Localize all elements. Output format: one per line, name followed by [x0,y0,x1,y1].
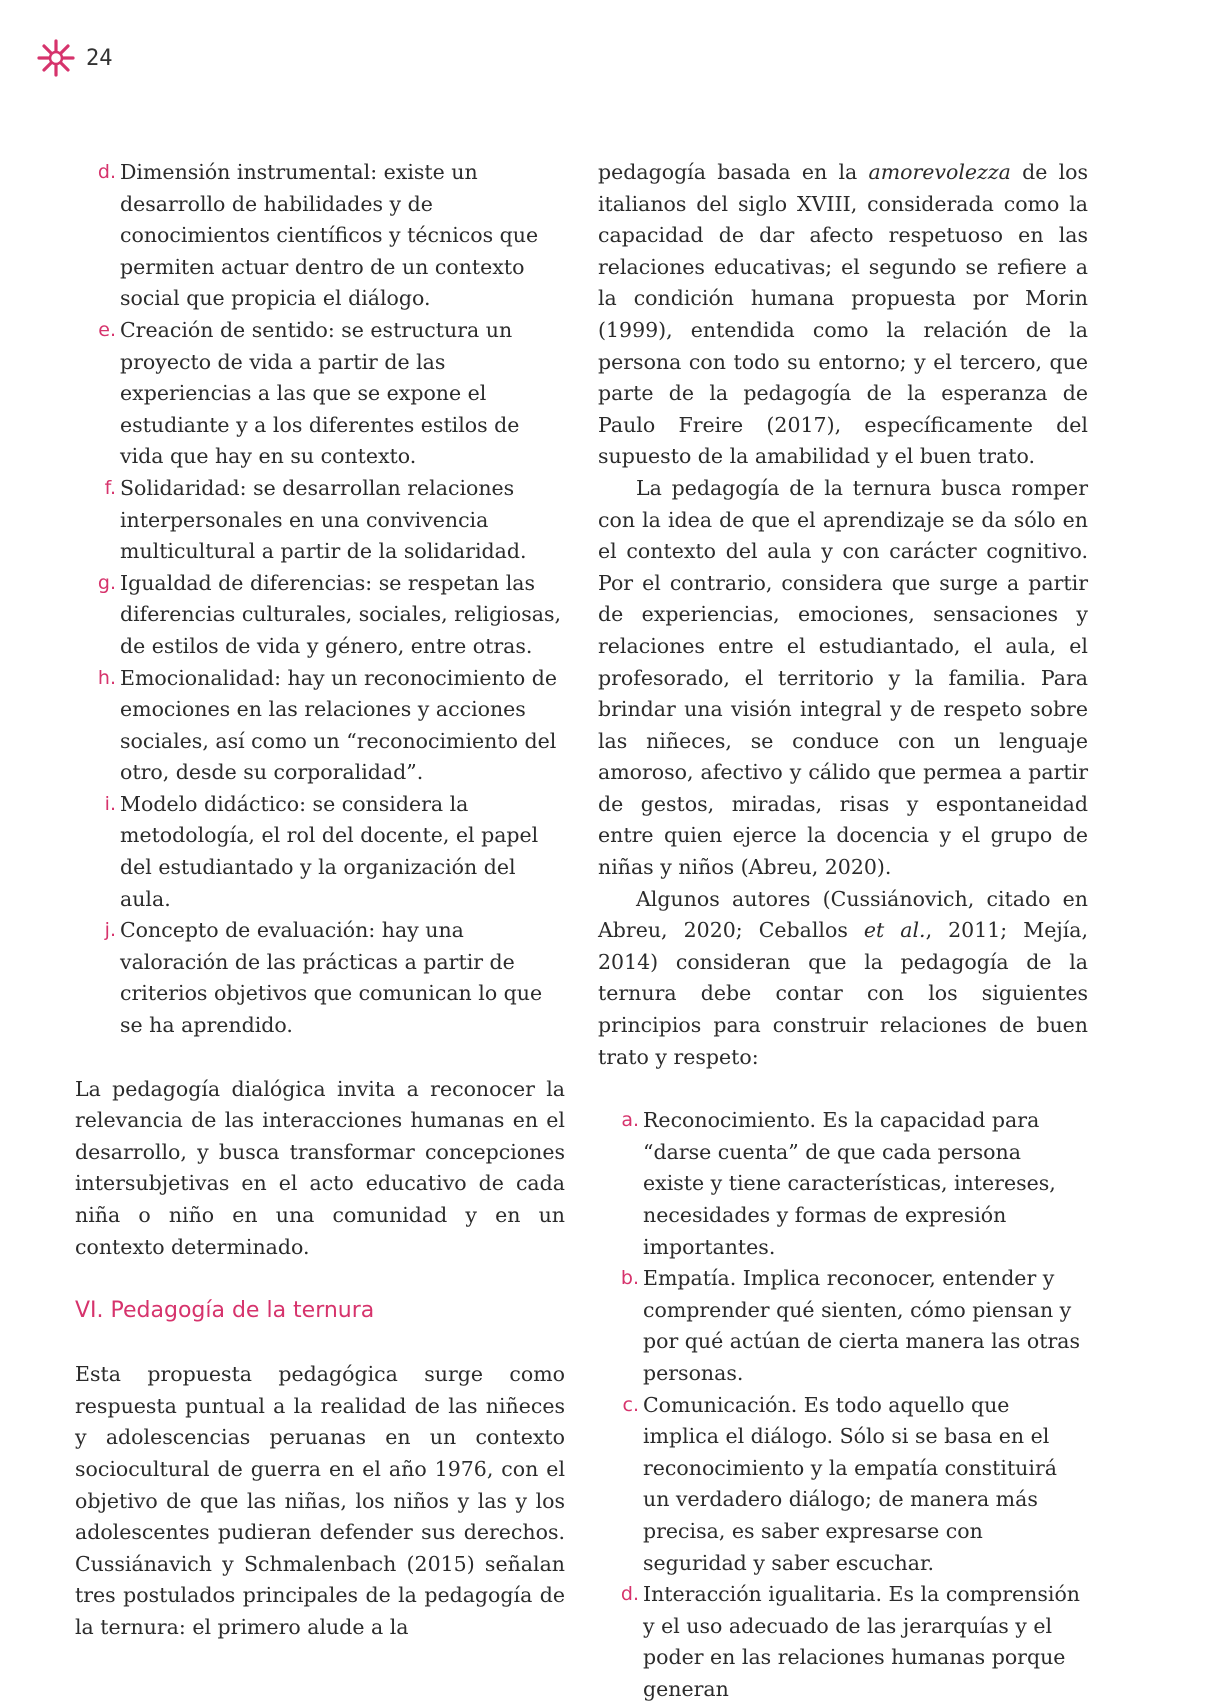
principles-list [598,1105,1088,1705]
list-item: f. Solidaridad: se desarrollan relaciones interpersonales en una convivencia multicultural a partir de la solidaridad. [104,475,527,564]
list-item: h. Emocionalidad: hay un reconocimiento de emociones en las relaciones y acciones sociales, así como un “reconocimiento del otro, desde su corporalidad”. [97,665,558,785]
list-item: d. Interacción igualitaria. Es la comprensión y el uso adecuado de las jerarquías y el poder en las relaciones humanas porque generan [620,1582,1080,1701]
list-item: g. Igualdad de diferencias: se respetan las diferencias culturales, sociales, religiosas, de estilos de vida y género, entre otras. [97,570,561,658]
asterisk-flower-icon [36,38,76,78]
left-column [75,157,565,1644]
list-item: d. Dimensión instrumental: existe un desarrollo de habilidades y de conocimientos científicos y técnicos que permiten actuar dentro de un contexto social que propicia el diálogo. [97,160,539,311]
paragraph-principles-intro: Algunos autores (Cussiánovich, citado en Abreu, 2020; Ceballos et al., 2011; Mejía, 2014) consideran que la pedagogía de la ternura debe contar con los siguientes principios para construir relaciones de buen trato y respeto: [598,886,1088,1069]
right-column [598,157,1088,1706]
list-item: c. Comunicación. Es todo aquello que implica el diálogo. Sólo si se basa en el reconocimiento y la empatía constituirá un verdadero diálogo; de manera más precisa, es saber expresarse con seguridad y saber escuchar. [622,1392,1057,1575]
section-title: VI. Pedagogía de la ternura [75,1298,375,1324]
list-item: b. Empatía. Implica reconocer, entender y comprender qué sienten, cómo piensan y por qué actúan de cierta manera las otras personas. [620,1266,1081,1385]
paragraph-tenderness-origin: Esta propuesta pedagógica surge como respuesta puntual a la realidad de las niñeces y adolescencias peruanas en un contexto sociocultural de guerra en el año 1976, con el objetivo de que las niñas, los niños y las y los adolescentes pudieran defender sus derechos. Cussiánavich y Schmalenbach (2015) señalan tres postulados principales de la pedagogía de la ternura: el primero alude a la [75,1362,565,1639]
paragraph-dialogic: La pedagogía dialógica invita a reconocer la relevancia de las interacciones humanas en el desarrollo, y busca transformar concepciones intersubjetivas en el acto educativo de cada niña o niño en una comunidad y en un contexto determinado. [75,1076,565,1259]
list-item: i. Modelo didáctico: se considera la metodología, el rol del docente, el papel del estudiantado y la organización del aula. [104,791,539,911]
list-item: j. Concepto de evaluación: hay una valoración de las prácticas a partir de criterios objetivos que comunican lo que se ha aprendido. [104,918,543,1038]
dialogic-features-list [75,157,565,1042]
page-header [36,38,113,78]
paragraph-tenderness-goal: La pedagogía de la ternura busca romper con la idea de que el aprendizaje se da sólo en el contexto del aula y con carácter cognitivo. Por el contrario, considera que surge a partir de experiencias, emociones, sensaciones y relaciones entre el estudiantado, el aula, el profesorado, el territorio y la familia. Para brindar una visión integral y de respeto sobre las niñeces, se conduce con un lenguaje amoroso, afectivo y cálido que permea a partir de gestos, miradas, risas y espontaneidad entre quien ejerce la docencia y el grupo de niñas y niños (Abreu, 2020). [598,475,1088,880]
page-number: 24 [86,45,113,71]
paragraph-postulates: pedagogía basada en la amorevolezza de los italianos del siglo XVIII, considerada como la capacidad de dar afecto respetuoso en las relaciones educativas; el segundo se refiere a la condición humana propuesta por Morin (1999), entendida como la relación de la persona con todo su entorno; y el tercero, que parte de la pedagogía de la esperanza de Paulo Freire (2017), específicamente del supuesto de la amabilidad y el buen trato. [598,160,1088,469]
list-item: a. Reconocimiento. Es la capacidad para “darse cuenta” de que cada persona existe y tiene características, intereses, necesidades y formas de expresión importantes. [621,1108,1056,1259]
list-item: e. Creación de sentido: se estructura un proyecto de vida a partir de las experiencias a las que se expone el estudiante y a los diferentes estilos de vida que hay en su contexto. [98,317,520,469]
